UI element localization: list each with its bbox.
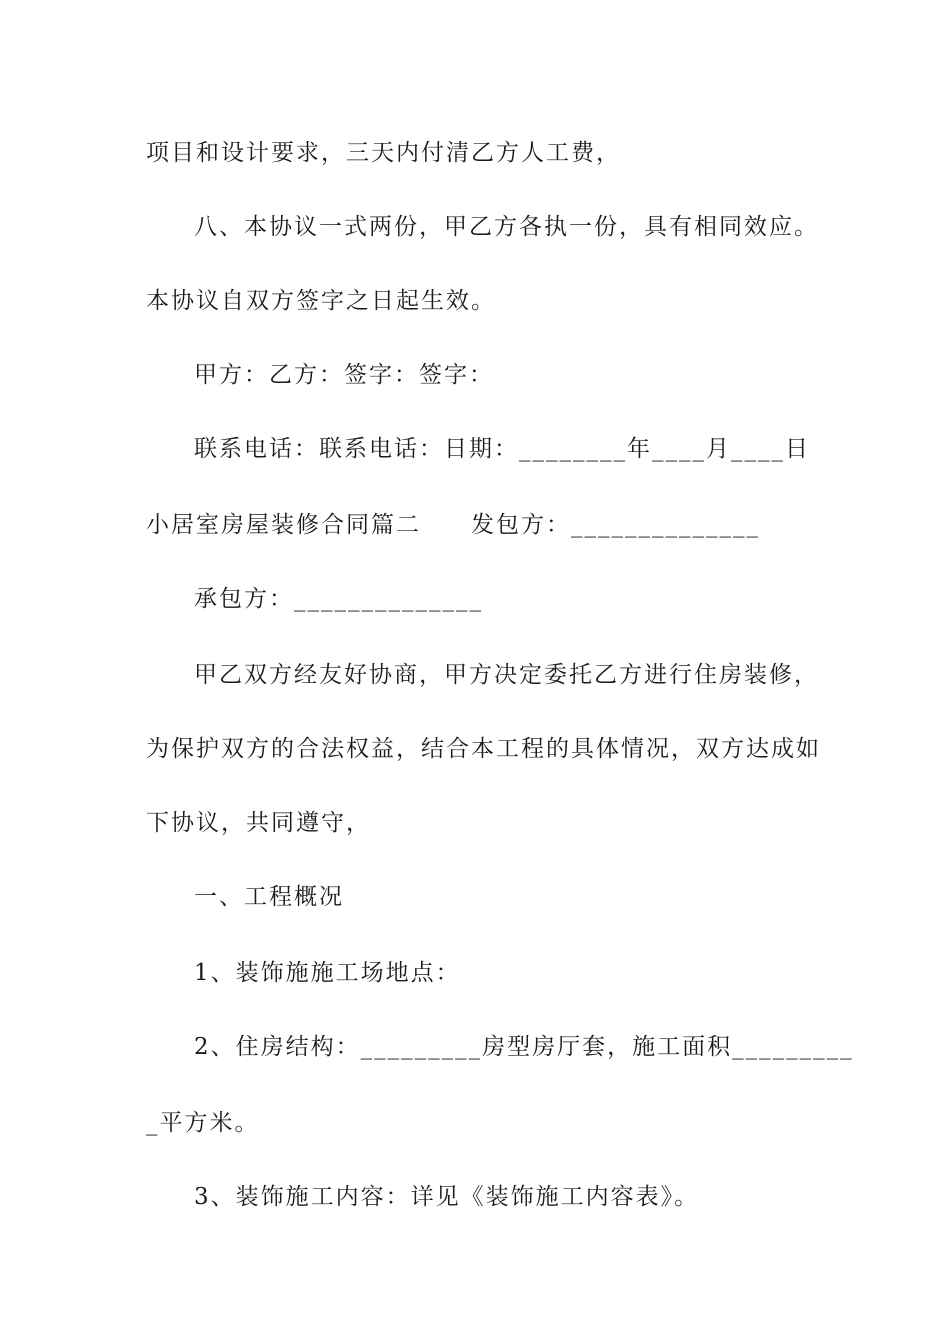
- contact-date-line: 联系电话：联系电话：日期：________年____月____日: [194, 436, 810, 462]
- section-title-line: 小居室房屋装修合同篇二 发包方：______________: [146, 512, 760, 538]
- paragraph-line: 下协议，共同遵守，: [146, 810, 371, 836]
- paragraph-line: 甲乙双方经友好协商，甲方决定委托乙方进行住房装修，: [194, 662, 819, 688]
- contractor-line: 承包方：______________: [194, 586, 483, 612]
- paragraph-line: 为保护双方的合法权益，结合本工程的具体情况，双方达成如: [146, 736, 821, 762]
- heading-line: 一、工程概况: [194, 884, 344, 910]
- list-item-line: 2、住房结构：_________房型房厅套，施工面积_________: [194, 1034, 854, 1060]
- list-item-line: 1、装饰施施工场地点：: [194, 960, 461, 986]
- list-item-line: 3、装饰施工内容：详见《装饰施工内容表》。: [194, 1184, 700, 1210]
- list-item-continuation: _平方米。: [146, 1110, 260, 1136]
- paragraph-line: 项目和设计要求，三天内付清乙方人工费，: [146, 140, 621, 166]
- paragraph-line: 本协议自双方签字之日起生效。: [146, 288, 496, 314]
- paragraph-line: 八、本协议一式两份，甲乙方各执一份，具有相同效应。: [194, 214, 819, 240]
- signature-line: 甲方：乙方：签字：签字：: [194, 362, 494, 388]
